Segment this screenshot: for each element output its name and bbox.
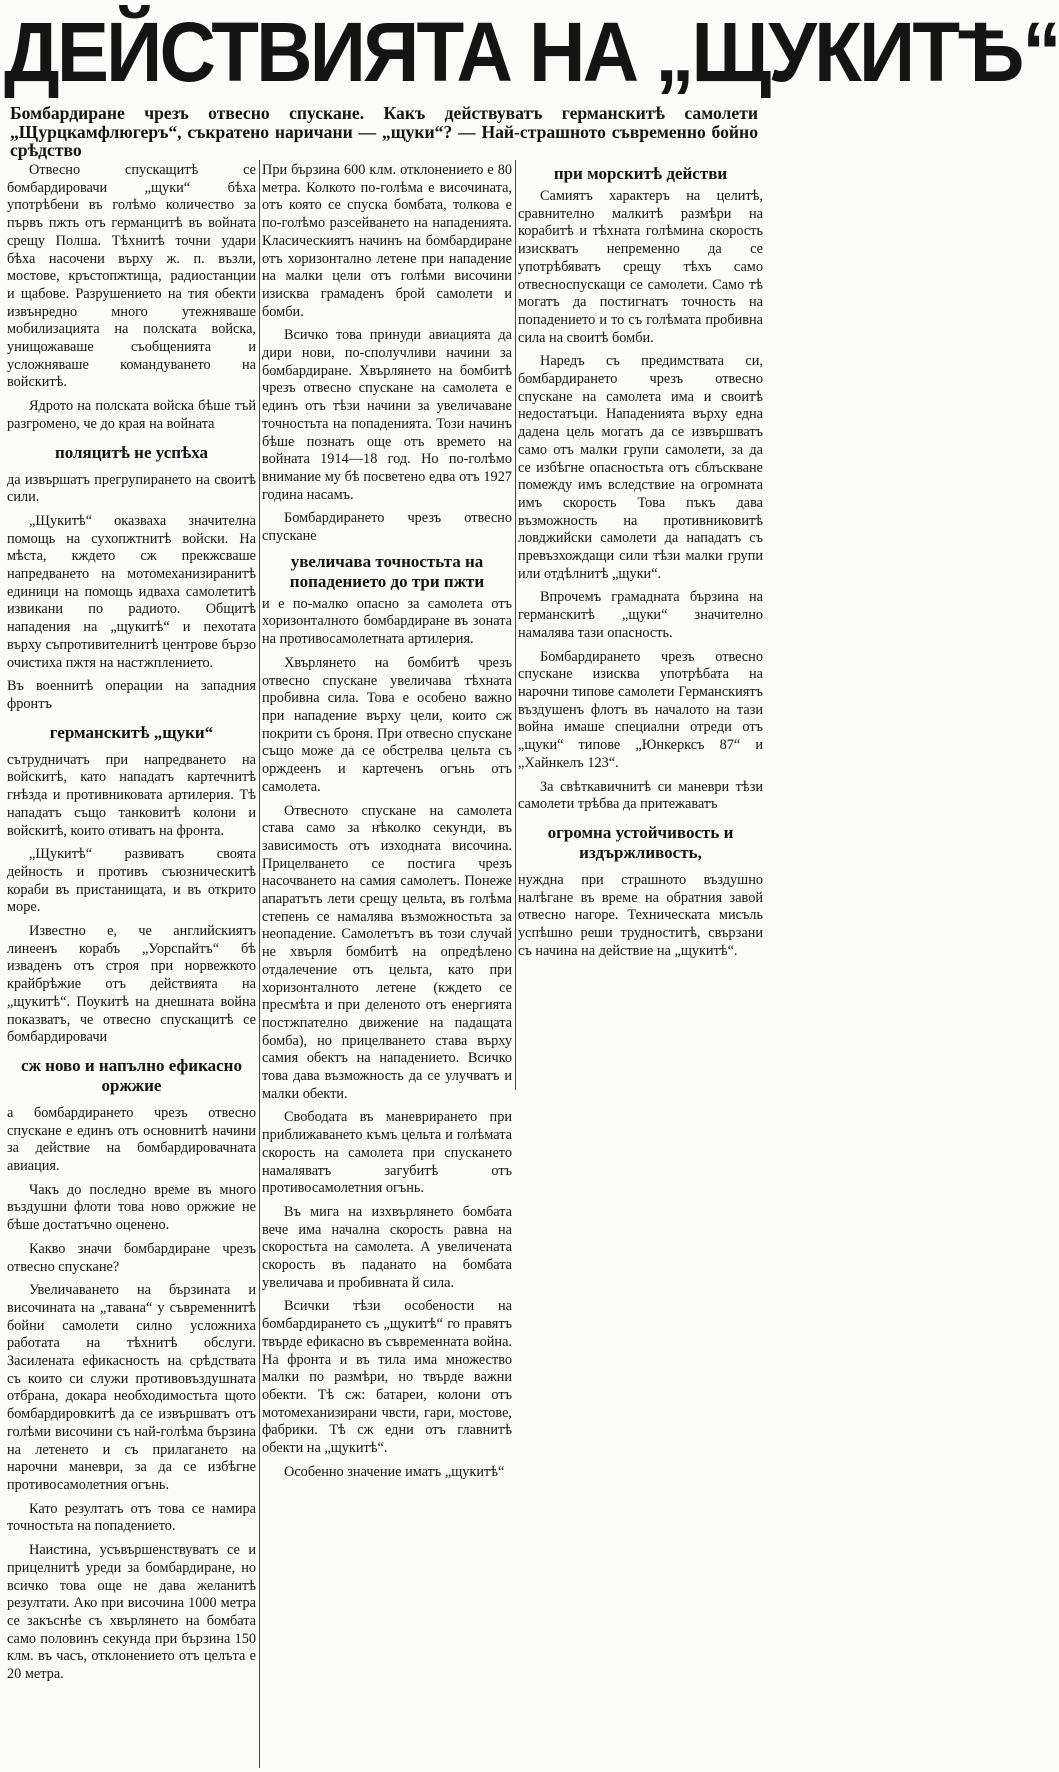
paragraph: „Щукитѣ“ развиватъ своята дейность и противъ съюзническитѣ кораби въ пристанищата, и въ открито море.	[7, 846, 256, 916]
paragraph: Чакъ до последно време въ много въздушни флоти това ново оржжие не бѣше достатъчно оценено.	[7, 1181, 256, 1234]
column-2	[262, 162, 512, 1770]
deck-subheadline: Бомбардиране чрезъ отвесно спускане. Какъ действуватъ германскитѣ самолети „Щурцкамфлюгеръ“, съкратено наричани — „щуки“? — Най-страшното съвременно бойно срѣдство	[10, 103, 758, 160]
paragraph: Увеличаването на бързината и височината на „тавана“ у съвременнитѣ бойни самолети силно усложниха работата на тѣхнитѣ обслуги. Засилената ефикасность на срѣдствата съ които си служи противовъздушната отбрана, докара необходимостьта щото бомбардировкитѣ да се извършватъ отъ голѣми височини съ най-голѣма бързина на летенето и съ прилагането на нарочни маневри, за да се избѣгне противосамолетния огънь.	[7, 1282, 256, 1493]
paragraph: Хвърлянето на бомбитѣ чрезъ отвесно спускане увеличава тѣхната пробивна сила. Това е особено важно при нападение върху цели, които сж покрити съ броня. При отвесно спускане също може да се обстрелва цельта съ орждеенъ и картеченъ огънь отъ самолета.	[262, 654, 512, 795]
paragraph: Като резултатъ отъ това се намира точностьта на попадението.	[7, 1500, 256, 1535]
subheading: при морскитѣ действи	[553, 164, 728, 183]
paragraph: Наистина, усъвършенствуватъ се и прицелнитѣ уреди за бомбардиране, но всичко това още не дава желанитѣ резултати. Ако при височина 1000 метра се закъснѣе съ хвърлянето на бомбата само половинъ секунда при бързина 150 клм. въ часъ, отклонението отъ целъта е 20 метра.	[7, 1542, 256, 1683]
headline: ДЕЙСТВИЯТА НА „ЩУКИТѢ“	[4, 5, 1059, 99]
paragraph: Наредъ съ предимствата си, бомбардирането чрезъ отвесно спускане на самолета има и своитѣ недостатъци. Нападенията върху една дадена цель могатъ да се извършватъ само отъ малки групи самолети, за да се избѣгне опасностьта отъ сблъскване помежду имъ вследствие на огромната имъ скорость Това пъкъ дава възможность на противниковитѣ ловджийски самолети да нападатъ съ превъзхождащи сили тѣзи малки групи или отдѣлнитѣ „щуки“.	[518, 353, 763, 582]
paragraph: Известно е, че английскиятъ линеенъ корабъ „Уорспайтъ“ бѣ изваденъ отъ строя при норвежкото крайбрѣжие отъ действията на „щукитѣ“. Поукитѣ на днешната война показватъ, че отвесно спускащитѣ се бомбардировачи	[7, 923, 256, 1046]
paragraph: Отвесното спускане на самолета става само за нѣколко секунди, въ зависимость отъ изходната височина. Прицелването се постига чрезъ насочването на самия самолетъ. Понеже апаратътъ лети срещу цельта, въ голѣма степень се намалява възможностьта за неопадение. Самолетътъ въ този случай не хвърля бомбитѣ на опредѣлено отдалечение отъ цельта, като при хоризонталното летене (кждето се пресмѣта и при деленото отъ енергията постжпателно движение на падащата бомба), но прицелването става върху самия обектъ на нападението. Всичко това дава възможность да се улучватъ и малки обекти.	[262, 802, 512, 1102]
column-1	[7, 162, 256, 1770]
paragraph: сътрудничатъ при напредването на войскитѣ, като нападатъ картечнитѣ гнѣзда и противниковата артилерия. Тѣ нападатъ също танковитѣ колони и войскитѣ, които отиватъ на фронта.	[7, 751, 256, 839]
subheading: увеличава точностьта на попадението до три пжти	[289, 551, 485, 591]
paragraph: При бързина 600 клм. отклонението е 80 метра. Колкото по-голѣма е височината, отъ която се спуска бомбата, толкова е по-голѣмо разсейването на нападенията. Класическиятъ начинъ на бомбардиране отъ хоризонтално летене при нападение на малки цели отъ голѣми височини изисква грамаденъ брой самолети и бомби.	[262, 162, 512, 320]
paragraph: нужднa при страшното въздушно налѣгане въ време на обратния завой отвесно нагоре. Техническата мисъль успѣшно реши трудноститѣ, свързани съ начина на действие на „щукитѣ“.	[518, 871, 763, 959]
paragraph: Отвесно спускащитѣ се бомбардировачи „щуки“ бѣха употрѣбени въ голѣмо количество за първъ пжть отъ германцитѣ въ войната срещу Полша. Тѣхнитѣ точни удари бѣха насочени върху ж. п. възли, мостове, кръстопжтища, радиостанции и щабове. Разрушението на тия обекти извънредно много утежняваше мобилизацията на полската войска, унищожаваше съобщенията и усложняваше командуването на войскитѣ.	[7, 162, 256, 391]
paragraph: Какво значи бомбардиране чрезъ отвесно спускане?	[7, 1240, 256, 1275]
paragraph: Всичко това принуди авиацията да дири нови, по-сполучливи начини за бомбардиране. Хвърлянето на бомбитѣ чрезъ отвесно спускане на самолета е единъ отъ тѣзи начини за увеличаване точностьта на попаденията. Този начинъ бѣше познатъ още отъ времето на войната 1914—18 год. Но по-голѣмо внимание му бѣ посветено едва отъ 1927 година насамъ.	[262, 327, 512, 503]
paragraph: Впрочемъ грамадната бързина на германскитѣ „щуки“ значително намалява тази опасность.	[518, 589, 763, 641]
paragraph: Самиятъ характеръ на целитѣ, сравнително малкитѣ размѣри на корабитѣ и тѣхната голѣмина скорость изискватъ непременно да се употрѣбяватъ срещу тѣхъ само отвесноспускащи се самолети. Само тѣ могатъ да постигнатъ точность на попадението и то съ голѣмата пробивна сила на своитѣ бомби.	[518, 188, 763, 346]
paragraph: да извършатъ прегрупирането на своитѣ сили.	[7, 471, 256, 506]
subheading: германскитѣ „щуки“	[49, 722, 214, 742]
subheading: поляцитѣ не успѣха	[54, 442, 209, 462]
paragraph: и е по-малко опасно за самолета отъ хоризонталното бомбардиране въ зоната на противосамолетната артилерия.	[262, 595, 512, 648]
paragraph: Всички тѣзи особености на бомбардирането съ „щукитѣ“ го правятъ твърде ефикасно въ съвременната война. На фронта и въ тила има множество малки по размѣри, но твърде важни обекти. Тѣ сж: батареи, колони отъ мотомеханизирани чвсти, гари, мостове, фабрики. Тѣ сж едни отъ главнитѣ обекти на „щукитѣ“.	[262, 1298, 512, 1457]
paragraph: Бомбардирането чрезъ отвесно спускане изисква употрѣбата на нарочни типове самолети Германскиятъ въздушенъ флотъ въ началото на тази война имаше специални отреди отъ „щуки“ типове „Юнкерксъ 87“ и „Хайнкелъ 123“.	[518, 648, 763, 771]
column-rule	[259, 160, 260, 1768]
paragraph: Свободата въ маневрирането при приближаването къмъ цельта и голѣмата скорость на самолета при спускането намаляватъ загубитѣ отъ противосамолетния огънь.	[262, 1109, 512, 1197]
paragraph: „Щукитѣ“ оказваха значителна помощь на сухопжтнитѣ войски. На мѣста, кждето сж прекжсваше напредването на мотомеханизиранитѣ единици на помощь идваха самолетитѣ извикани по радиото. Общитѣ нападения на „щукитѣ“ и пехотата върху съпротивителнитѣ центрове бързо очистиха пжтя на настжплението.	[7, 512, 256, 671]
subheading: огромна устойчивость и издържливость,	[547, 822, 734, 862]
paragraph: Бомбардирането чрезъ отвесно спускане	[262, 510, 512, 545]
column-3	[518, 162, 763, 1092]
paragraph: Въ мига на изхвърлянето бомбата вече има начална скорость равна на скоростьта на самолета. А увеличената скорость въ паданато на бомбата увеличава и пробивната й сила.	[262, 1203, 512, 1291]
subheading: сж ново и напълно ефикасно оржжие	[21, 1055, 242, 1095]
paragraph: Особенно значение иматъ „щукитѣ“	[284, 1463, 505, 1480]
paragraph: а бомбардирането чрезъ отвесно спускане е единъ отъ основнитѣ начини за действие на бомбардировачната авиация.	[7, 1104, 256, 1175]
column-rule	[515, 160, 516, 1090]
paragraph: Ядрото на полската войска бѣше тъй разгромено, че до края на войната	[7, 398, 256, 432]
paragraph: Въ военнитѣ операции на западния фронтъ	[7, 678, 256, 712]
paragraph: За свѣткавичнитѣ си маневри тѣзи самолети трѣбва да притежаватъ	[518, 778, 763, 813]
